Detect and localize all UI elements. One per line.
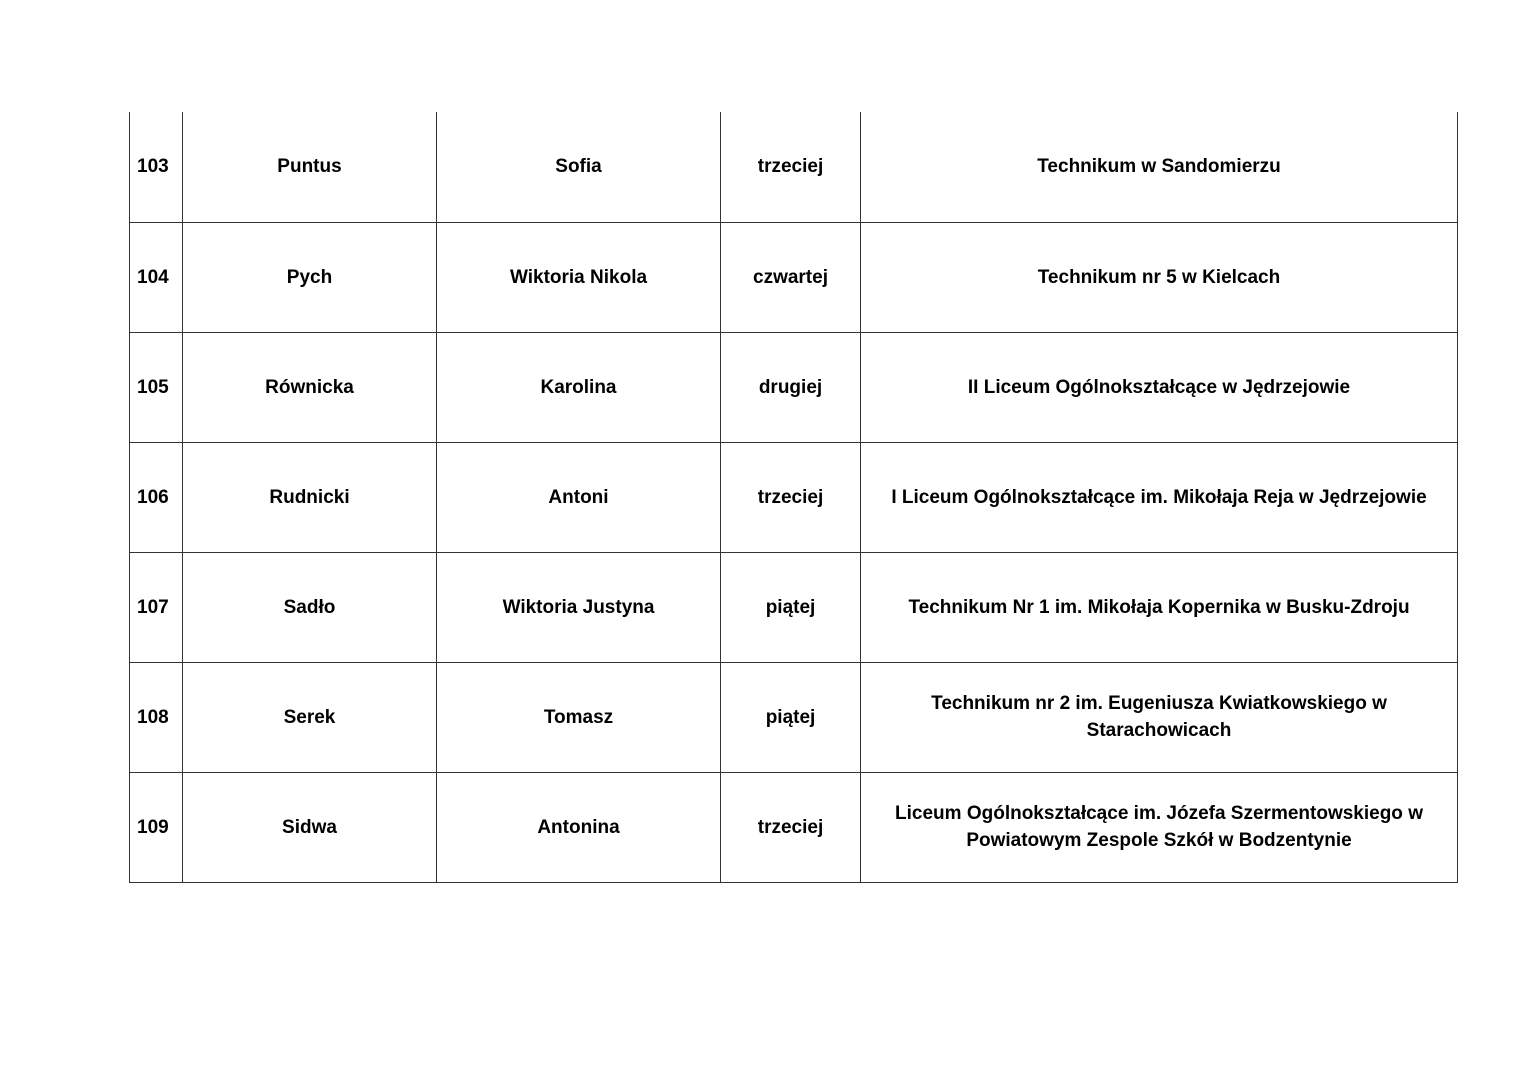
school-cell: Technikum nr 2 im. Eugeniusza Kwiatkowskiego w Starachowicach — [861, 662, 1458, 772]
school-cell: Technikum Nr 1 im. Mikołaja Kopernika w Busku-Zdroju — [861, 552, 1458, 662]
row-number: 104 — [130, 222, 183, 332]
first-name-cell: Sofia — [437, 112, 721, 222]
first-name-cell: Antoni — [437, 442, 721, 552]
class-cell: piątej — [721, 662, 861, 772]
table-row — [130, 112, 1458, 222]
row-number: 108 — [130, 662, 183, 772]
surname-cell: Pych — [183, 222, 437, 332]
first-name-cell: Wiktoria Nikola — [437, 222, 721, 332]
first-name-cell: Antonina — [437, 772, 721, 882]
school-cell: Technikum w Sandomierzu — [861, 112, 1458, 222]
surname-cell: Serek — [183, 662, 437, 772]
school-cell: II Liceum Ogólnokształcące w Jędrzejowie — [861, 332, 1458, 442]
row-number: 107 — [130, 552, 183, 662]
students-table — [129, 112, 1458, 883]
table-row — [130, 332, 1458, 442]
row-number: 103 — [130, 112, 183, 222]
class-cell: drugiej — [721, 332, 861, 442]
class-cell: piątej — [721, 552, 861, 662]
class-cell: trzeciej — [721, 772, 861, 882]
school-cell: Technikum nr 5 w Kielcach — [861, 222, 1458, 332]
table-row — [130, 442, 1458, 552]
table-row — [130, 662, 1458, 772]
class-cell: trzeciej — [721, 442, 861, 552]
school-cell: I Liceum Ogólnokształcące im. Mikołaja Reja w Jędrzejowie — [861, 442, 1458, 552]
row-number: 109 — [130, 772, 183, 882]
surname-cell: Puntus — [183, 112, 437, 222]
row-number: 106 — [130, 442, 183, 552]
first-name-cell: Karolina — [437, 332, 721, 442]
surname-cell: Sidwa — [183, 772, 437, 882]
row-number: 105 — [130, 332, 183, 442]
class-cell: czwartej — [721, 222, 861, 332]
table-row — [130, 772, 1458, 882]
surname-cell: Sadło — [183, 552, 437, 662]
class-cell: trzeciej — [721, 112, 861, 222]
first-name-cell: Wiktoria Justyna — [437, 552, 721, 662]
table-row — [130, 222, 1458, 332]
school-cell: Liceum Ogólnokształcące im. Józefa Szermentowskiego w Powiatowym Zespole Szkół w Bodzentynie — [861, 772, 1458, 882]
surname-cell: Rudnicki — [183, 442, 437, 552]
surname-cell: Równicka — [183, 332, 437, 442]
first-name-cell: Tomasz — [437, 662, 721, 772]
table-row — [130, 552, 1458, 662]
